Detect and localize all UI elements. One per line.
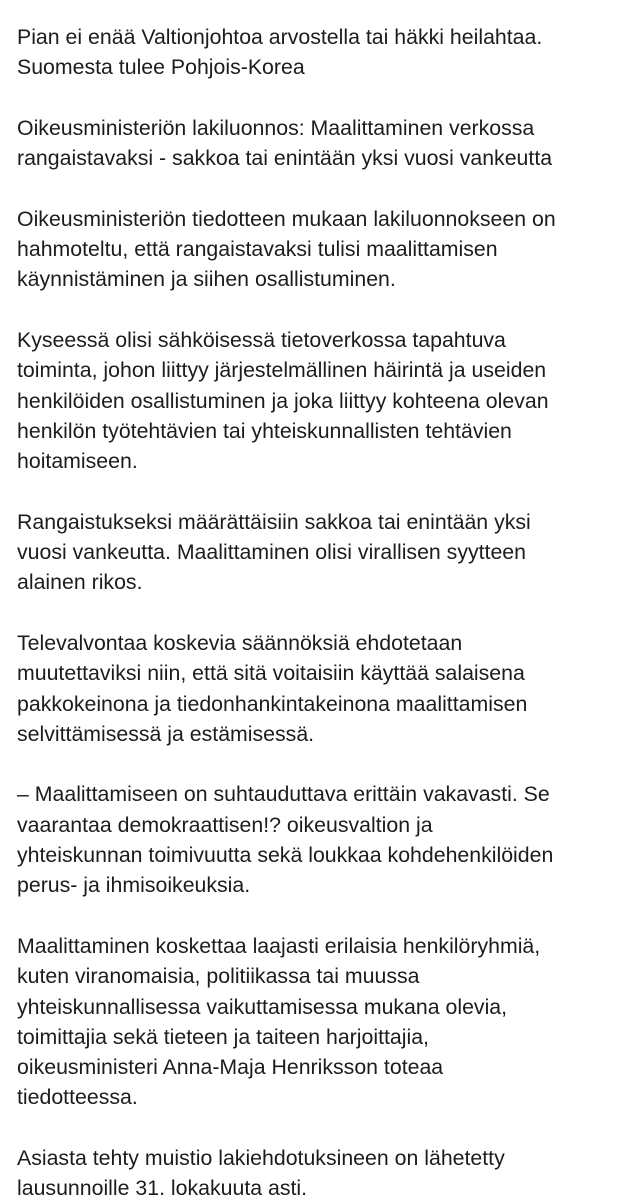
text-line: käynnistäminen ja siihen osallistuminen.: [17, 267, 396, 292]
text-line: Pian ei enää Valtionjohtoa arvostella tai häkki heilahtaa.: [17, 25, 543, 49]
text-line: yhteiskunnan toimivuutta sekä loukkaa kohdehenkilöiden: [17, 843, 554, 868]
text-line: Rangaistukseksi määrättäisiin sakkoa tai enintään yksi: [17, 509, 531, 534]
text-line: hahmoteltu, että rangaistavaksi tulisi maalittamisen: [17, 237, 498, 262]
text-line: perus- ja ihmisoikeuksia.: [17, 873, 251, 898]
paragraph: [17, 1143, 623, 1204]
text-line: yhteiskunnallisessa vaikuttamisessa mukana olevia,: [17, 994, 508, 1019]
text-line: lausunnoille 31. lokakuuta asti.: [17, 1176, 308, 1201]
text-line: toiminta, johon liittyy järjestelmällinen häirintä ja useiden: [17, 358, 547, 383]
text-line: henkilön työtehtävien tai yhteiskunnallisten tehtävien: [17, 418, 512, 443]
text-line: Oikeusministeriön tiedotteen mukaan lakiluonnokseen on: [17, 206, 556, 231]
paragraph-headline: [17, 113, 623, 174]
paragraph: [17, 931, 623, 1113]
text-line: vaarantaa demokraattisen!? oikeusvaltion ja: [17, 812, 433, 837]
paragraph-quote: [17, 779, 623, 900]
text-line: toimittajia sekä tieteen ja taiteen harjoittajia,: [17, 1024, 429, 1049]
text-line: Suomesta tulee Pohjois-Korea: [17, 55, 305, 80]
paragraph: [17, 204, 623, 295]
paragraph: [17, 507, 623, 598]
text-line: vuosi vankeutta. Maalittaminen olisi virallisen syytteen: [17, 540, 526, 565]
text-line: hoitamiseen.: [17, 449, 138, 474]
paragraph: [17, 628, 623, 749]
text-line: selvittämisessä ja estämisessä.: [17, 721, 315, 746]
text-line: kuten viranomaisia, politiikassa tai muussa: [17, 964, 420, 989]
text-line: tiedotteessa.: [17, 1085, 138, 1110]
paragraph-intro: [17, 22, 623, 83]
paragraph: [17, 325, 623, 476]
text-line: muutettaviksi niin, että sitä voitaisiin käyttää salaisena: [17, 661, 525, 686]
text-line: oikeusministeri Anna-Maja Henriksson toteaa: [17, 1055, 444, 1080]
text-line: Kyseessä olisi sähköisessä tietoverkossa tapahtuva: [17, 327, 506, 352]
text-line: – Maalittamiseen on suhtauduttava erittäin vakavasti. Se: [17, 782, 550, 807]
text-line: rangaistavaksi - sakkoa tai enintään yksi vuosi vankeutta: [17, 146, 553, 171]
text-line: henkilöiden osallistuminen ja joka liittyy kohteena olevan: [17, 388, 549, 413]
text-line: pakkokeinona ja tiedonhankintakeinona maalittamisen: [17, 691, 528, 716]
text-line: Televalvontaa koskevia säännöksiä ehdotetaan: [17, 630, 463, 655]
text-line: Oikeusministeriön lakiluonnos: Maalittaminen verkossa: [17, 115, 535, 140]
text-line: Maalittaminen koskettaa laajasti erilaisia henkilöryhmiä,: [17, 933, 541, 958]
text-line: Asiasta tehty muistio lakiehdotuksineen on lähetetty: [17, 1145, 505, 1170]
text-line: alainen rikos.: [17, 570, 143, 595]
